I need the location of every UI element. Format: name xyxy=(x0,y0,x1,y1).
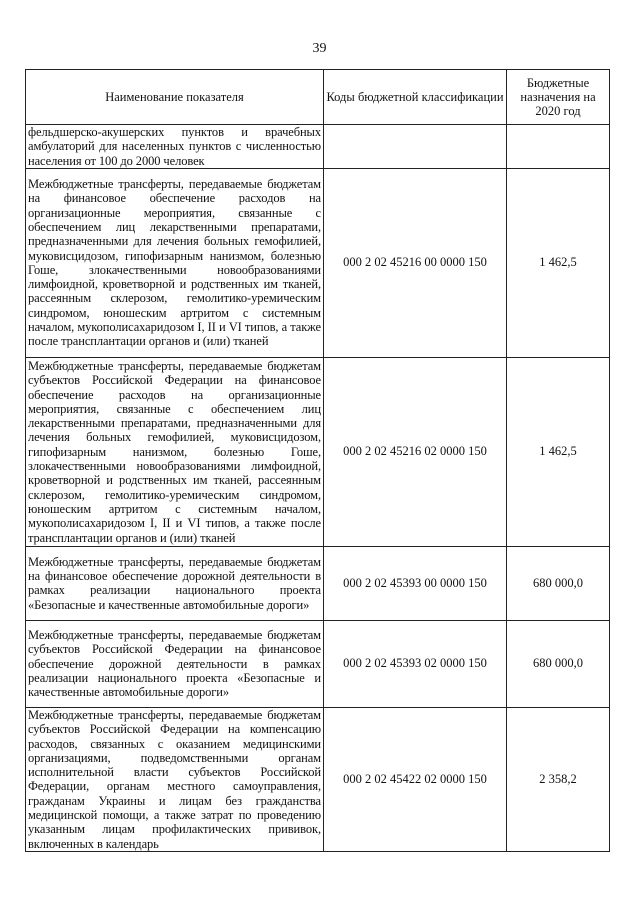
table-row xyxy=(26,125,610,169)
header-code: Коды бюджетной классификации xyxy=(324,70,507,125)
row-value: 680 000,0 xyxy=(507,620,610,707)
table-row xyxy=(26,707,610,851)
table-row xyxy=(26,357,610,546)
header-value: Бюджетные назначения на 2020 год xyxy=(507,70,610,125)
table-header-row xyxy=(26,70,610,125)
row-code: 000 2 02 45422 02 0000 150 xyxy=(324,707,507,851)
table-row xyxy=(26,546,610,620)
row-name: Межбюджетные трансферты, передаваемые бюджетам на финансовое обеспечение дорожной деятельности в рамках реализации национального проекта «Безопасные и качественные автомобильные дороги» xyxy=(26,546,324,620)
row-value: 1 462,5 xyxy=(507,168,610,357)
budget-table xyxy=(25,69,610,852)
row-name: фельдшерско-акушерских пунктов и врачебных амбулаторий для населенных пунктов с численностью населения от 100 до 2000 человек xyxy=(26,125,324,169)
row-value: 680 000,0 xyxy=(507,546,610,620)
row-code xyxy=(324,125,507,169)
row-code: 000 2 02 45393 00 0000 150 xyxy=(324,546,507,620)
row-name: Межбюджетные трансферты, передаваемые бюджетам на финансовое обеспечение расходов на организационные мероприятия, связанные с обеспечением лиц лекарственными препаратами, предназначенными для лечения больных гемофилией, муковисцидозом, гипофизарным нанизмом, болезнью Гоше, злокачественными новообразованиями лимфоидной, кроветворной и родственных им тканей, рассеянным склерозом, гемолитико-уремическим синдромом, юношеским артритом с системным началом, мукополисахаридозом I, II и VI типов, а также после трансплантации органов и (или) тканей xyxy=(26,168,324,357)
page-number: 39 xyxy=(312,41,327,56)
table-row xyxy=(26,168,610,357)
table-row xyxy=(26,620,610,707)
row-value xyxy=(507,125,610,169)
row-name: Межбюджетные трансферты, передаваемые бюджетам субъектов Российской Федерации на компенсацию расходов, связанных с оказанием медицинскими организациями, подведомственными органам исполнительной власти субъектов Российской Федерации, органам местного самоуправления, гражданам Украины и лицам без гражданства медицинской помощи, а также затрат по проведению указанным лицам профилактических прививок, включенных в календарь xyxy=(26,707,324,851)
row-name: Межбюджетные трансферты, передаваемые бюджетам субъектов Российской Федерации на финансовое обеспечение расходов на организационные мероприятия, связанные с обеспечением лиц лекарственными препаратами, предназначенными для лечения больных гемофилией, муковисцидозом, гипофизарным нанизмом, болезнью Гоше, злокачественными новообразованиями лимфоидной, кроветворной и родственных им тканей, рассеянным склерозом, гемолитико-уремическим синдромом, юношеским артритом с системным началом, мукополисахаридозом I, II и VI типов, а также после трансплантации органов и (или) тканей xyxy=(26,357,324,546)
row-code: 000 2 02 45393 02 0000 150 xyxy=(324,620,507,707)
row-code: 000 2 02 45216 02 0000 150 xyxy=(324,357,507,546)
row-code: 000 2 02 45216 00 0000 150 xyxy=(324,168,507,357)
row-value: 2 358,2 xyxy=(507,707,610,851)
row-name: Межбюджетные трансферты, передаваемые бюджетам субъектов Российской Федерации на финансовое обеспечение дорожной деятельности в рамках реализации национального проекта «Безопасные и качественные автомобильные дороги» xyxy=(26,620,324,707)
row-value: 1 462,5 xyxy=(507,357,610,546)
header-name: Наименование показателя xyxy=(26,70,324,125)
